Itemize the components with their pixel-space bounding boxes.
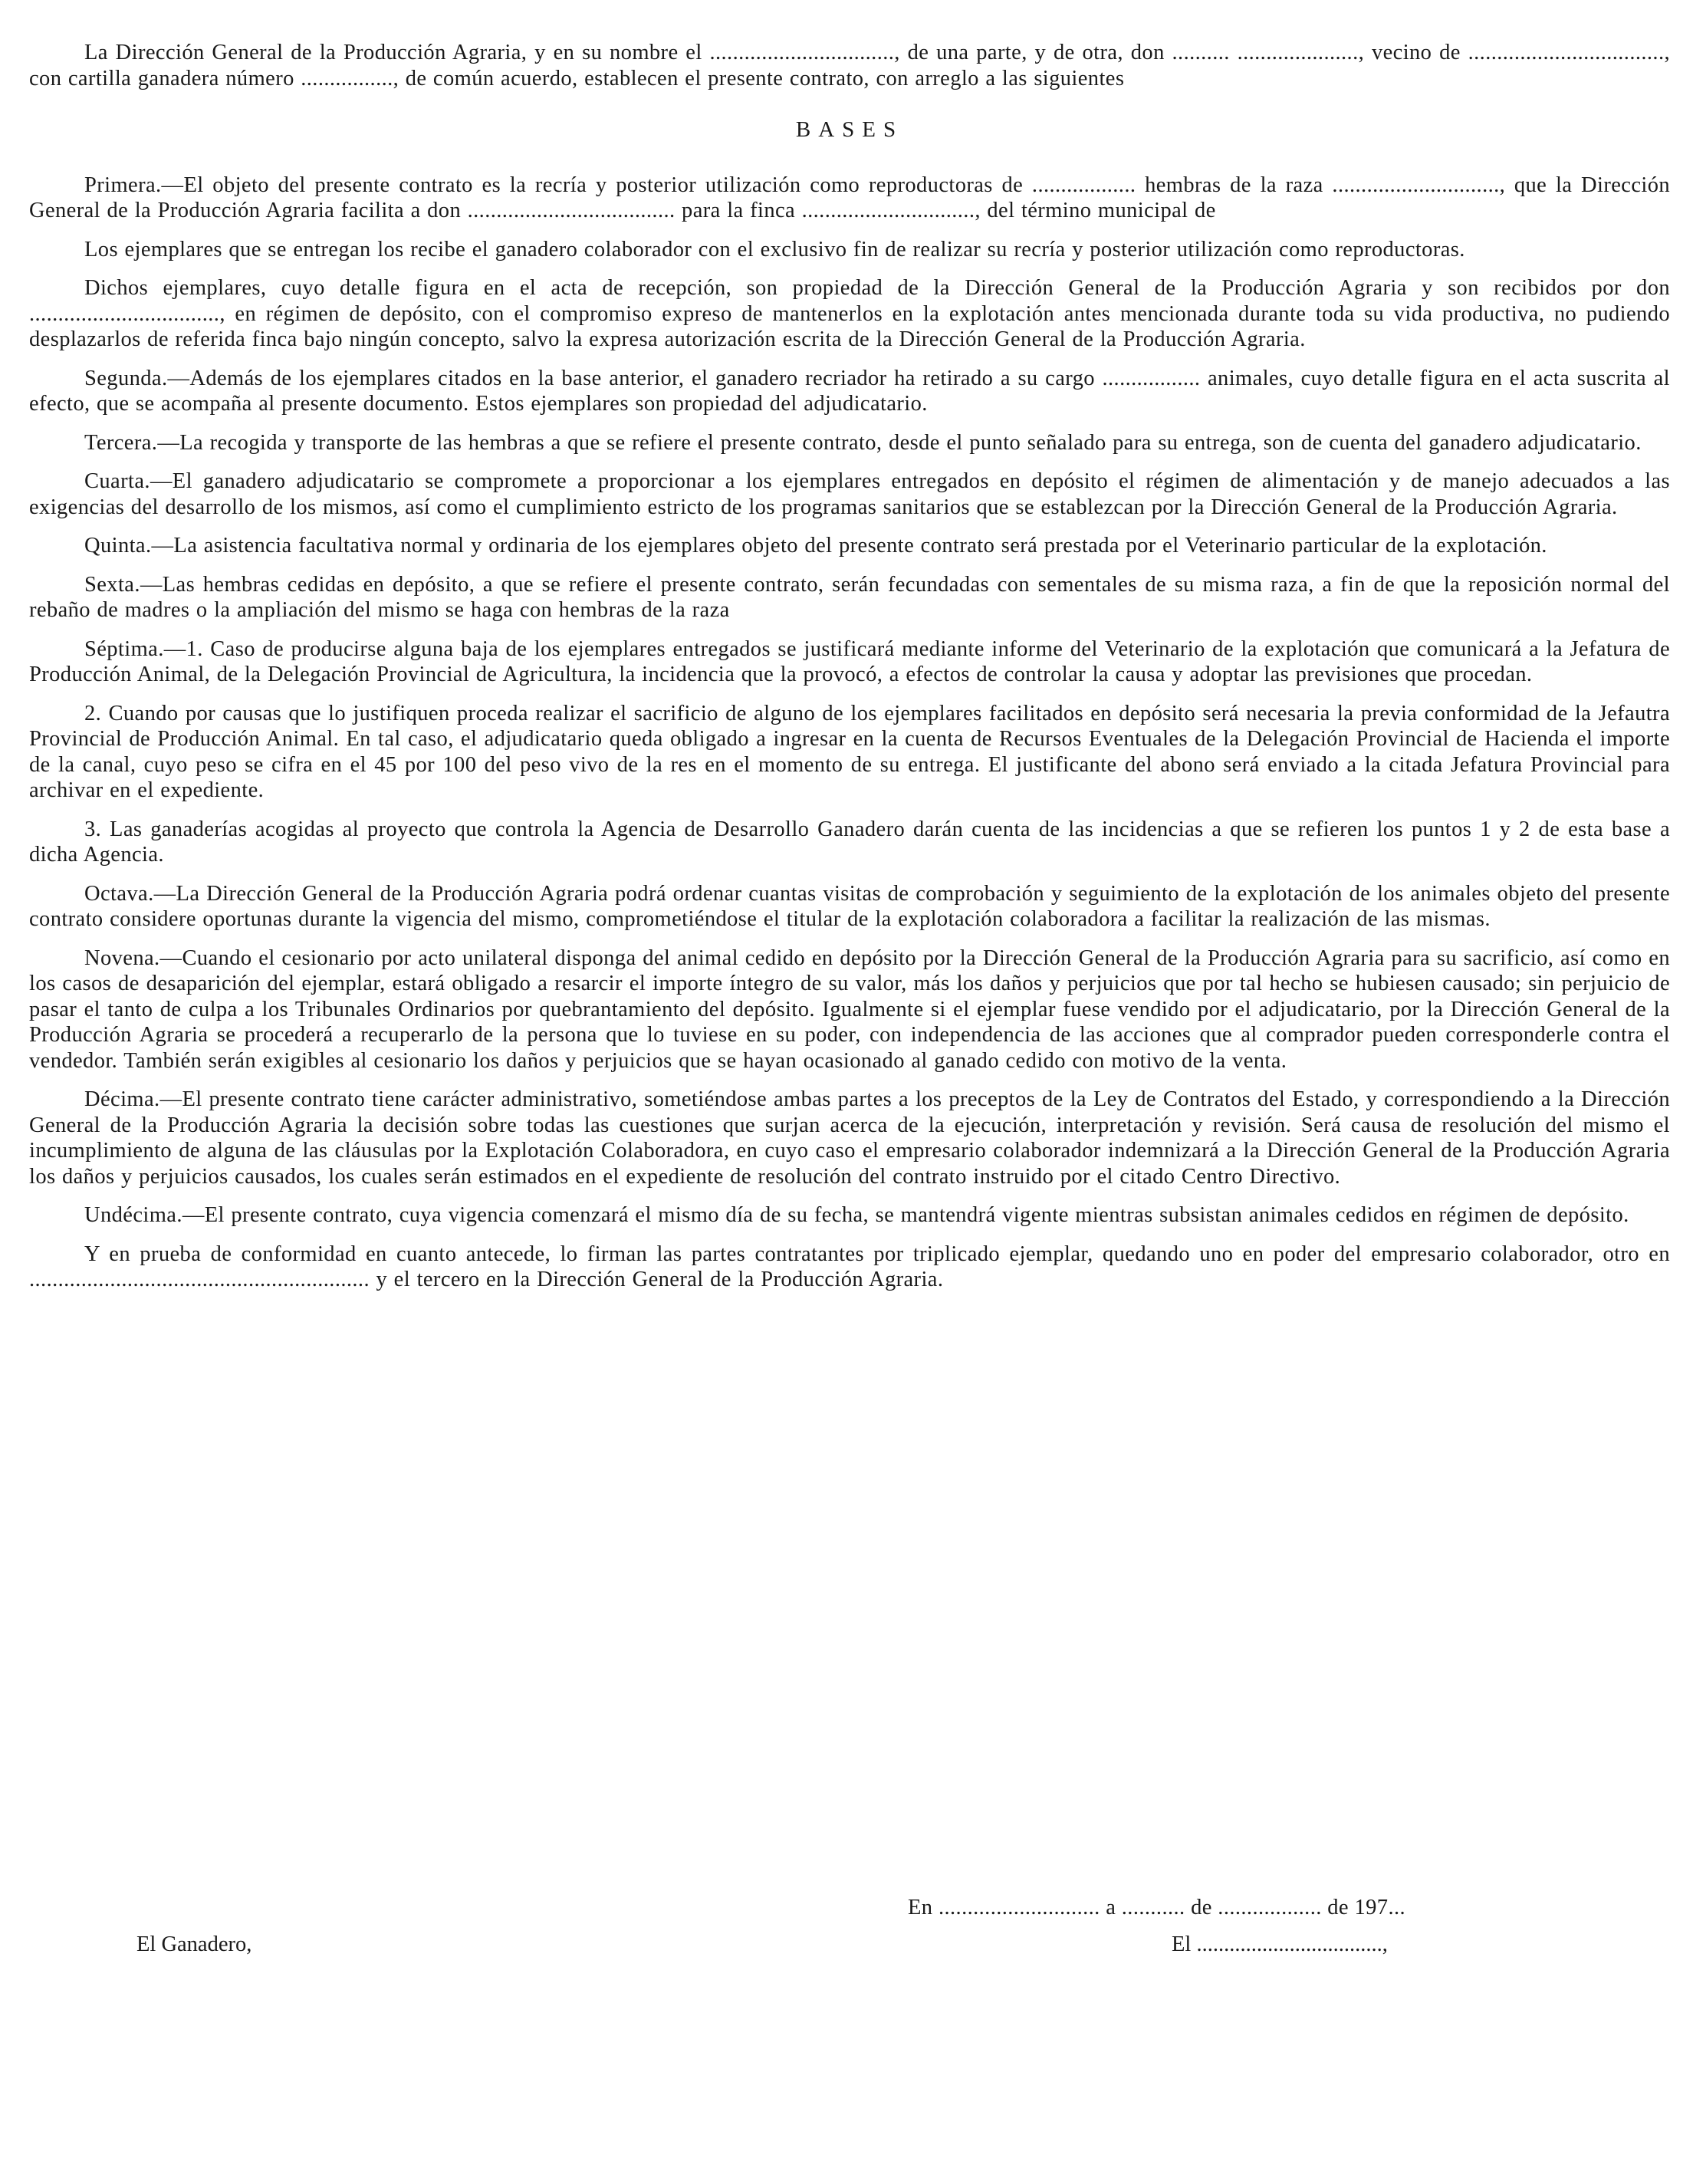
clause-lead: Décima.— <box>84 1087 182 1111</box>
clause-lead: Novena.— <box>84 946 182 970</box>
clause-lead: Sexta.— <box>84 572 163 597</box>
intro-paragraph: La Dirección General de la Producción Agraria, y en su nombre el ................................, de una parte, y de otra, don .......... ....................., vecino de .................................., con cartilla ganadera número ................, de común acuerdo, establecen el presente contrato, con arreglo a las siguientes <box>29 41 1670 90</box>
clause-text: Dichos ejemplares, cuyo detalle figura en el acta de recepción, son propiedad de la Dirección General de la Producción Agraria y son recibidos por don ................................., en régimen de depósito, con el compromiso expreso de mantenerlos en la explotación antes mencionada durante toda su vida productiva, no pudiendo desplazarlos de referida finca bajo ningún concepto, salvo la expresa autorización escrita de la Dirección General de la Producción Agraria. <box>29 276 1670 351</box>
clause-lead: Quinta.— <box>84 534 174 558</box>
clause-paragraph <box>29 533 1670 559</box>
clause-paragraph <box>29 430 1670 456</box>
clause-paragraph <box>29 881 1670 932</box>
clause-paragraph <box>29 572 1670 623</box>
place-date-line: En ............................ a ........... de .................. de 197... <box>908 1896 1406 1919</box>
clause-text: El ganadero adjudicatario se compromete a proporcionar a los ejemplares entregados en depósito el régimen de alimentación y de manejo adecuados a las exigencias del desarrollo de los mismos, así como el cumplimiento estricto de los programas sanitarios que se establezcan por la Dirección General de la Producción Agraria. <box>29 469 1670 519</box>
clause-paragraph <box>29 366 1670 417</box>
clause-lead: Tercera.— <box>84 430 180 455</box>
clause-lead: Octava.— <box>84 881 176 906</box>
bases-heading: BASES <box>795 117 904 142</box>
clause-paragraph <box>29 636 1670 688</box>
clause-lead: Cuarta.— <box>84 469 173 493</box>
clause-text: 2. Cuando por causas que lo justifiquen proceda realizar el sacrificio de alguno de los ejemplares facilitados en depósito será necesaria la previa conformidad de la Jefautra Provincial de Producción Animal. En tal caso, el adjudicatario queda obligado a ingresar en la cuenta de Recursos Eventuales de la Delegación Provincial de Hacienda el importe de la canal, cuyo peso se cifra en el 45 por 100 del peso vivo de la res en el momento de su entrega. El justificante del abono será enviado a la citada Jefatura Provincial para archivar en el expediente. <box>29 701 1670 802</box>
clause-lead: Segunda.— <box>84 366 190 390</box>
clause-paragraph <box>29 701 1670 804</box>
contract-document <box>29 40 1670 1306</box>
clause-paragraph <box>29 237 1670 263</box>
clause-text: El presente contrato, cuya vigencia comenzará el mismo día de su fecha, se mantendrá vigente mientras subsistan animales cedidos en régimen de depósito. <box>204 1203 1629 1227</box>
clause-text: El objeto del presente contrato es la recría y posterior utilización como reproductoras de .................. hembras de la raza ............................., que la Dirección General de la Producción Agraria facilita a don .................................... para la finca .............................., del término municipal de <box>29 173 1670 222</box>
clauses-list <box>29 173 1670 1293</box>
clause-paragraph <box>29 173 1670 224</box>
clause-paragraph <box>29 469 1670 520</box>
official-signature-label: El .................................., <box>1172 1932 1388 1956</box>
clause-lead: Primera.— <box>84 173 184 197</box>
clause-text: Las hembras cedidas en depósito, a que se refiere el presente contrato, serán fecundadas con sementales de su misma raza, a fin de que la reposición normal del rebaño de madres o la ampliación del mismo se haga con hembras de la raza <box>29 572 1670 622</box>
clause-paragraph <box>29 946 1670 1074</box>
clause-text: 3. Las ganaderías acogidas al proyecto que controla la Agencia de Desarrollo Ganadero darán cuenta de las incidencias a que se refieren los puntos 1 y 2 de esta base a dicha Agencia. <box>29 817 1670 867</box>
clause-paragraph <box>29 1242 1670 1293</box>
clause-text: 1. Caso de producirse alguna baja de los ejemplares entregados se justificará mediante informe del Veterinario de la explotación que comunicará a la Jefatura de Producción Animal, de la Delegación Provincial de Agricultura, la incidencia que la provocó, a efectos de controlar la causa y adoptar las previsiones que procedan. <box>29 636 1670 686</box>
clause-text: La Dirección General de la Producción Agraria podrá ordenar cuantas visitas de comprobación y seguimiento de la explotación de los animales objeto del presente contrato considere oportunas durante la vigencia del mismo, comprometiéndose el titular de la explotación colaboradora a facilitar la realización de las mismas. <box>29 881 1670 931</box>
clause-text: Cuando el cesionario por acto unilateral disponga del animal cedido en depósito por la Dirección General de la Producción Agraria para su sacrificio, así como en los casos de desaparición del ejemplar, estará obligado a resarcir el importe íntegro de su valor, más los daños y perjuicios que por tal hecho se hubiesen causado; sin perjuicio de pasar el tanto de culpa a los Tribunales Ordinarios por quebrantamiento del depósito. Igualmente si el ejemplar fuese vendido por el adjudicatario, por la Dirección General de la Producción Agraria se procederá a recuperarlo de la persona que lo tuviese en su poder, con independencia de las acciones que al comprador pueden corresponderle contra el vendedor. También serán exigibles al cesionario los daños y perjuicios que se hayan ocasionado al ganado cedido con motivo de la venta. <box>29 946 1670 1073</box>
clause-text: Y en prueba de conformidad en cuanto antecede, lo firman las partes contratantes por triplicado ejemplar, quedando uno en poder del empresario colaborador, otro en ........................................................... y el tercero en la Dirección General de la Producción Agraria. <box>29 1242 1670 1291</box>
clause-paragraph <box>29 817 1670 868</box>
clause-text: Además de los ejemplares citados en la base anterior, el ganadero recriador ha retirado a su cargo ................. animales, cuyo detalle figura en el acta suscrita al efecto, que se acompaña al presente documento. Estos ejemplares son propiedad del adjudicatario. <box>29 366 1670 416</box>
clause-lead: Séptima.— <box>84 636 186 661</box>
clause-text: Los ejemplares que se entregan los recibe el ganadero colaborador con el exclusivo fin de realizar su recría y posterior utilización como reproductoras. <box>84 237 1465 261</box>
clause-paragraph <box>29 1202 1670 1228</box>
clause-lead: Undécima.— <box>84 1203 205 1227</box>
clause-text: La asistencia facultativa normal y ordinaria de los ejemplares objeto del presente contrato será prestada por el Veterinario particular de la explotación. <box>173 534 1547 558</box>
clause-text: La recogida y transporte de las hembras a que se refiere el presente contrato, desde el punto señalado para su entrega, son de cuenta del ganadero adjudicatario. <box>179 430 1642 455</box>
ganadero-signature-label: El Ganadero, <box>136 1932 252 1956</box>
clause-text: El presente contrato tiene carácter administrativo, sometiéndose ambas partes a los preceptos de la Ley de Contratos del Estado, y correspondiendo a la Dirección General de la Producción Agraria la decisión sobre todas las cuestiones que surjan acerca de la ejecución, interpretación y revisión. Será causa de resolución del mismo el incumplimiento de alguna de las cláusulas por la Explotación Colaboradora, en cuyo caso el empresario colaborador indemnizará a la Dirección General de la Producción Agraria los daños y perjuicios causados, los cuales serán estimados en el expediente de resolución del contrato instruido por el citado Centro Directivo. <box>29 1087 1670 1189</box>
signature-block <box>29 1894 1670 1986</box>
clause-paragraph <box>29 1087 1670 1189</box>
clause-paragraph <box>29 275 1670 353</box>
